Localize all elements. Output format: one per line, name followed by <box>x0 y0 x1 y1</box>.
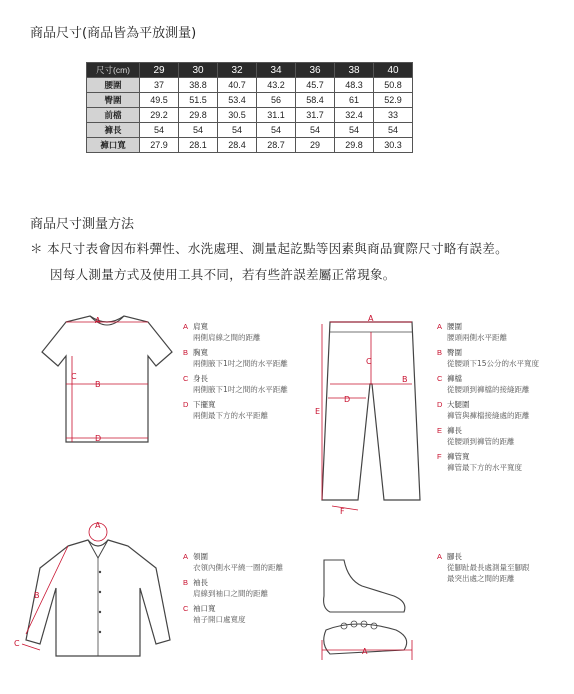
pants-diagram <box>312 314 430 516</box>
table-cell: 49.5 <box>140 93 179 108</box>
dimension-letter-a: A <box>368 314 374 323</box>
table-cell: 31.7 <box>296 108 335 123</box>
table-row <box>87 93 413 108</box>
legend-item: B 袖長 肩線到袖口之間的距離 <box>183 578 268 598</box>
dimension-letter-d: D <box>95 434 102 443</box>
table-cell: 58.4 <box>296 93 335 108</box>
shirt-legend <box>183 551 313 629</box>
row-label: 褲長 <box>87 123 140 138</box>
table-cell: 30.3 <box>374 138 413 153</box>
legend-item: D 大腿圍 褲管與褲檔接縫處的距離 <box>437 400 530 420</box>
table-cell: 38.8 <box>179 78 218 93</box>
table-cell: 56 <box>257 93 296 108</box>
table-cell: 54 <box>257 123 296 138</box>
table-row <box>87 108 413 123</box>
table-cell: 28.1 <box>179 138 218 153</box>
dimension-letter-c: C <box>71 372 77 381</box>
tshirt-legend <box>183 321 308 425</box>
table-cell: 45.7 <box>296 78 335 93</box>
legend-item: B 胸寬 兩側腋下1吋之間的水平距離 <box>183 348 288 368</box>
table-row <box>87 138 413 153</box>
table-header-cell: 38 <box>335 63 374 78</box>
table-cell: 37 <box>140 78 179 93</box>
dimension-letter-f: F <box>340 507 345 516</box>
dimension-letter-b: B <box>34 591 40 600</box>
dimension-letter-b: B <box>402 375 408 384</box>
table-header-cell: 30 <box>179 63 218 78</box>
table-cell: 27.9 <box>140 138 179 153</box>
table-header-cell: 29 <box>140 63 179 78</box>
table-cell: 29.8 <box>179 108 218 123</box>
foot-diagram <box>316 556 416 664</box>
legend-item: A 腳長 從腳趾最長處測量至腳跟 最突出處之間的距離 <box>437 552 530 583</box>
shirt-diagram <box>8 522 180 660</box>
legend-item: A 肩寬 兩側肩線之間的距離 <box>183 322 261 342</box>
table-row <box>87 78 413 93</box>
row-label: 臀圍 <box>87 93 140 108</box>
legend-item: A 腰圍 腰頭兩側水平距離 <box>437 322 507 342</box>
table-cell: 53.4 <box>218 93 257 108</box>
method-heading: 商品尺寸測量方法 <box>30 217 135 232</box>
table-cell: 43.2 <box>257 78 296 93</box>
table-cell: 54 <box>296 123 335 138</box>
legend-item: C 身長 兩側腋下1吋之間的水平距離 <box>183 374 288 394</box>
dimension-letter-d: D <box>344 395 351 404</box>
table-cell: 54 <box>140 123 179 138</box>
table-cell: 54 <box>179 123 218 138</box>
table-row <box>87 123 413 138</box>
table-cell: 29.2 <box>140 108 179 123</box>
disclaimer-line-2: 因每人測量方式及使用工具不同，若有些許誤差屬正常現象。 <box>50 267 396 282</box>
table-cell: 30.5 <box>218 108 257 123</box>
tshirt-diagram <box>38 314 176 444</box>
dimension-letter-a: A <box>95 522 101 530</box>
table-cell: 61 <box>335 93 374 108</box>
dimension-letter-e: E <box>315 407 321 416</box>
table-cell: 50.8 <box>374 78 413 93</box>
table-cell: 29 <box>296 138 335 153</box>
table-header-cell: 34 <box>257 63 296 78</box>
table-cell: 51.5 <box>179 93 218 108</box>
legend-item: C 袖口寬 袖子開口處寬度 <box>183 604 246 624</box>
table-cell: 54 <box>374 123 413 138</box>
table-header-cell: 36 <box>296 63 335 78</box>
table-cell: 29.8 <box>335 138 374 153</box>
disclaimer-line-1: ＊ 本尺寸表會因布料彈性、水洗處理、測量起訖點等因素與商品實際尺寸略有誤差。 <box>30 241 508 256</box>
dimension-letter-a: A <box>362 647 368 656</box>
table-cell: 40.7 <box>218 78 257 93</box>
table-cell: 28.4 <box>218 138 257 153</box>
table-header-cell: 尺寸(cm) <box>87 63 140 78</box>
table-cell: 28.7 <box>257 138 296 153</box>
row-label: 腰圍 <box>87 78 140 93</box>
foot-legend <box>437 551 567 588</box>
row-label: 褲口寬 <box>87 138 140 153</box>
table-header-row <box>87 63 413 78</box>
legend-item: E 褲長 從腰頭到褲管的距離 <box>437 426 515 446</box>
legend-item: D 下擺寬 兩側最下方的水平距離 <box>183 400 268 420</box>
dimension-letter-a: A <box>95 316 101 325</box>
table-cell: 31.1 <box>257 108 296 123</box>
table-cell: 32.4 <box>335 108 374 123</box>
table-cell: 33 <box>374 108 413 123</box>
dimension-letter-b: B <box>95 380 101 389</box>
dimension-letter-c: C <box>14 639 20 648</box>
table-cell: 54 <box>335 123 374 138</box>
pants-legend <box>437 321 567 477</box>
table-cell: 54 <box>218 123 257 138</box>
dimension-letter-c: C <box>366 357 372 366</box>
size-table <box>86 62 413 153</box>
legend-item: A 領圍 衣領內側水平繞一圈的距離 <box>183 552 283 572</box>
table-header-cell: 40 <box>374 63 413 78</box>
row-label: 前檔 <box>87 108 140 123</box>
legend-item: B 臀圍 從腰頭下15公分的水平寬度 <box>437 348 540 368</box>
table-cell: 52.9 <box>374 93 413 108</box>
table-header-cell: 32 <box>218 63 257 78</box>
legend-item: F 褲管寬 褲管最下方的水平寬度 <box>437 452 522 472</box>
table-cell: 48.3 <box>335 78 374 93</box>
legend-item: C 褲檔 從腰頭到褲檔的接縫距離 <box>437 374 530 394</box>
size-table-heading: 商品尺寸(商品皆為平放測量) <box>30 26 197 41</box>
